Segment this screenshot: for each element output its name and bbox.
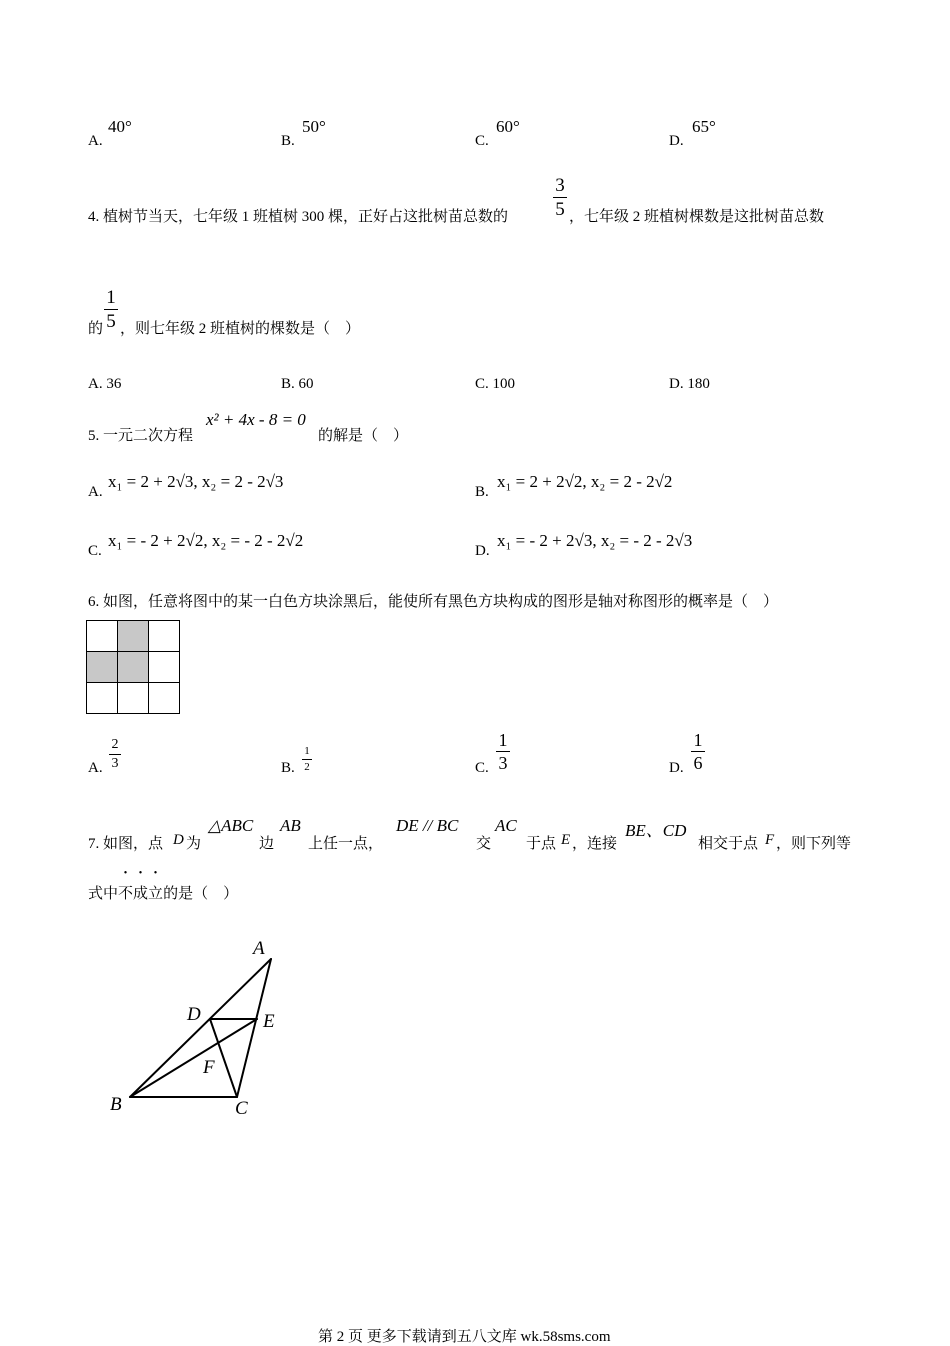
q6-grid-cell-white — [149, 683, 180, 714]
q6-option-a-denominator: 3 — [111, 756, 119, 771]
q3-option-d-label: D. — [669, 133, 684, 149]
q6-grid-figure — [86, 620, 180, 714]
q5-text-prefix: 5. 一元二次方程 — [88, 428, 194, 444]
q6-option-a-numerator: 2 — [111, 737, 119, 752]
q7-segment-ac: AC — [495, 816, 517, 835]
q6-option-a-fraction — [109, 738, 121, 771]
page-footer: 第 2 页 更多下载请到五八文库 wk.58sms.com — [318, 1329, 611, 1345]
q7-line-be — [130, 1019, 257, 1097]
q6-option-d-denominator: 6 — [693, 753, 703, 773]
q5-option-a-label: A. — [88, 484, 103, 500]
q6-option-b-denominator: 2 — [304, 761, 310, 773]
q5-option-a-expr: x₁ = 2 + 2√3, x₂ = 2 - 2√3 — [108, 472, 284, 491]
q6-grid-row — [87, 652, 180, 683]
q7-label-a: A — [253, 938, 265, 959]
q5-option-b-label: B. — [475, 484, 489, 500]
q7-text-p9: ，则下列等 — [776, 836, 852, 852]
q6-grid-cell-white — [149, 652, 180, 683]
q6-option-d-fraction — [691, 731, 705, 772]
q4-text-part3: ，则七年级 2 班植树的棵数是（ ） — [120, 321, 361, 337]
q5-option-c-label: C. — [88, 543, 102, 559]
q4-option-a: A. 36 — [88, 376, 122, 392]
q7-text-p8: 相交于点 — [698, 836, 759, 852]
q7-text-p3: 边 — [259, 836, 275, 852]
q7-emph-1: 不 — [118, 886, 134, 902]
q6-option-c-bar — [496, 751, 510, 752]
q6-option-b-label: B. — [281, 760, 295, 776]
q4-text-part3-prefix: 的 — [88, 321, 104, 337]
q7-point-d: D — [173, 832, 184, 848]
q7-emph-2: 成 — [133, 886, 149, 902]
q7-point-e: E — [561, 832, 571, 848]
q6-grid-cell-white — [118, 683, 149, 714]
q7-text-p2: 为 — [186, 836, 202, 852]
q3-option-b-label: B. — [281, 133, 295, 149]
q6-option-d-bar — [691, 751, 705, 752]
q6-option-b-numerator: 1 — [304, 745, 310, 757]
q7-text-p5: 交 — [476, 836, 492, 852]
q4-option-c: C. 100 — [475, 376, 516, 392]
q4-fraction-2-bar — [104, 309, 118, 310]
q3-option-a-value: 40° — [108, 117, 132, 136]
q4-option-d: D. 180 — [669, 376, 710, 392]
q6-option-c-denominator: 3 — [498, 753, 508, 773]
q6-grid-cell-gray — [118, 652, 149, 683]
q7-parallel-de-bc: DE // BC — [396, 816, 459, 835]
q6-grid-cell-white — [87, 621, 118, 652]
q7-label-c: C — [235, 1098, 248, 1119]
q6-option-d-label: D. — [669, 760, 684, 776]
q7-point-f: F — [765, 832, 775, 848]
q7-label-e: E — [263, 1011, 275, 1032]
q4-fraction-1 — [553, 176, 567, 219]
q4-fraction-1-numerator: 3 — [555, 175, 565, 196]
q7-label-b: B — [110, 1094, 122, 1115]
q7-line-ba — [130, 959, 271, 1097]
q7-text-p4: 上任一点， — [308, 836, 384, 852]
q7-segments-be-cd: BE、CD — [625, 821, 687, 840]
q7-triangle-abc: △ABC — [208, 816, 254, 835]
q7-line2-a: 式中 — [88, 886, 119, 902]
q6-option-d-numerator: 1 — [693, 730, 703, 750]
q5-text-suffix: 的解是（ ） — [318, 428, 409, 444]
q4-text-part1: 4. 植树节当天，七年级 1 班植树 300 棵，正好占这批树苗总数的 — [88, 209, 509, 225]
q6-option-b-fraction — [302, 746, 312, 773]
q5-option-d-expr: x₁ = - 2 + 2√3, x₂ = - 2 - 2√3 — [497, 531, 693, 550]
q4-fraction-1-denominator: 5 — [555, 199, 565, 220]
q6-grid-cell-white — [87, 683, 118, 714]
q7-text-p6: 于点 — [526, 836, 557, 852]
q5-option-b-expr: x₁ = 2 + 2√2, x₂ = 2 - 2√2 — [497, 472, 673, 491]
q7-segment-ab: AB — [280, 816, 301, 835]
q4-fraction-2-numerator: 1 — [106, 287, 116, 308]
q3-option-b-value: 50° — [302, 117, 326, 136]
q4-fraction-2-denominator: 5 — [106, 311, 116, 332]
q7-label-d: D — [187, 1004, 201, 1025]
q4-option-b: B. 60 — [281, 376, 314, 392]
q6-option-b-bar — [302, 759, 312, 760]
q6-grid-cell-gray — [87, 652, 118, 683]
q7-line2 — [88, 882, 238, 903]
q3-option-a-label: A. — [88, 133, 103, 149]
q6-option-a-label: A. — [88, 760, 103, 776]
q6-option-a-bar — [109, 754, 121, 755]
q3-option-c-value: 60° — [496, 117, 520, 136]
q7-line2-b: 的是（ ） — [163, 886, 239, 902]
q7-triangle-figure — [100, 930, 300, 1130]
q3-option-c-label: C. — [475, 133, 489, 149]
q4-fraction-1-bar — [553, 197, 567, 198]
q6-grid-row — [87, 621, 180, 652]
q7-emph-3: 立 — [148, 886, 164, 902]
q5-equation: x² + 4x - 8 = 0 — [206, 410, 306, 429]
q5-option-d-label: D. — [475, 543, 490, 559]
q6-grid-cell-gray — [118, 621, 149, 652]
q6-option-c-label: C. — [475, 760, 489, 776]
q4-text-part2: ，七年级 2 班植树棵数是这批树苗总数 — [569, 209, 825, 225]
q7-text-p1: 7. 如图，点 — [88, 836, 164, 852]
q6-option-c-numerator: 1 — [498, 730, 508, 750]
q6-grid-row — [87, 683, 180, 714]
q6-grid-cell-white — [149, 621, 180, 652]
q5-option-c-expr: x₁ = - 2 + 2√2, x₂ = - 2 - 2√2 — [108, 531, 304, 550]
q6-option-c-fraction — [496, 731, 510, 772]
q4-fraction-2 — [104, 288, 118, 331]
q7-label-f: F — [203, 1057, 215, 1078]
q6-text: 6. 如图，任意将图中的某一白色方块涂黑后，能使所有黑色方块构成的图形是轴对称图形的概率是（ ） — [88, 594, 779, 610]
q7-text-p7: ，连接 — [572, 836, 618, 852]
q3-option-d-value: 65° — [692, 117, 716, 136]
